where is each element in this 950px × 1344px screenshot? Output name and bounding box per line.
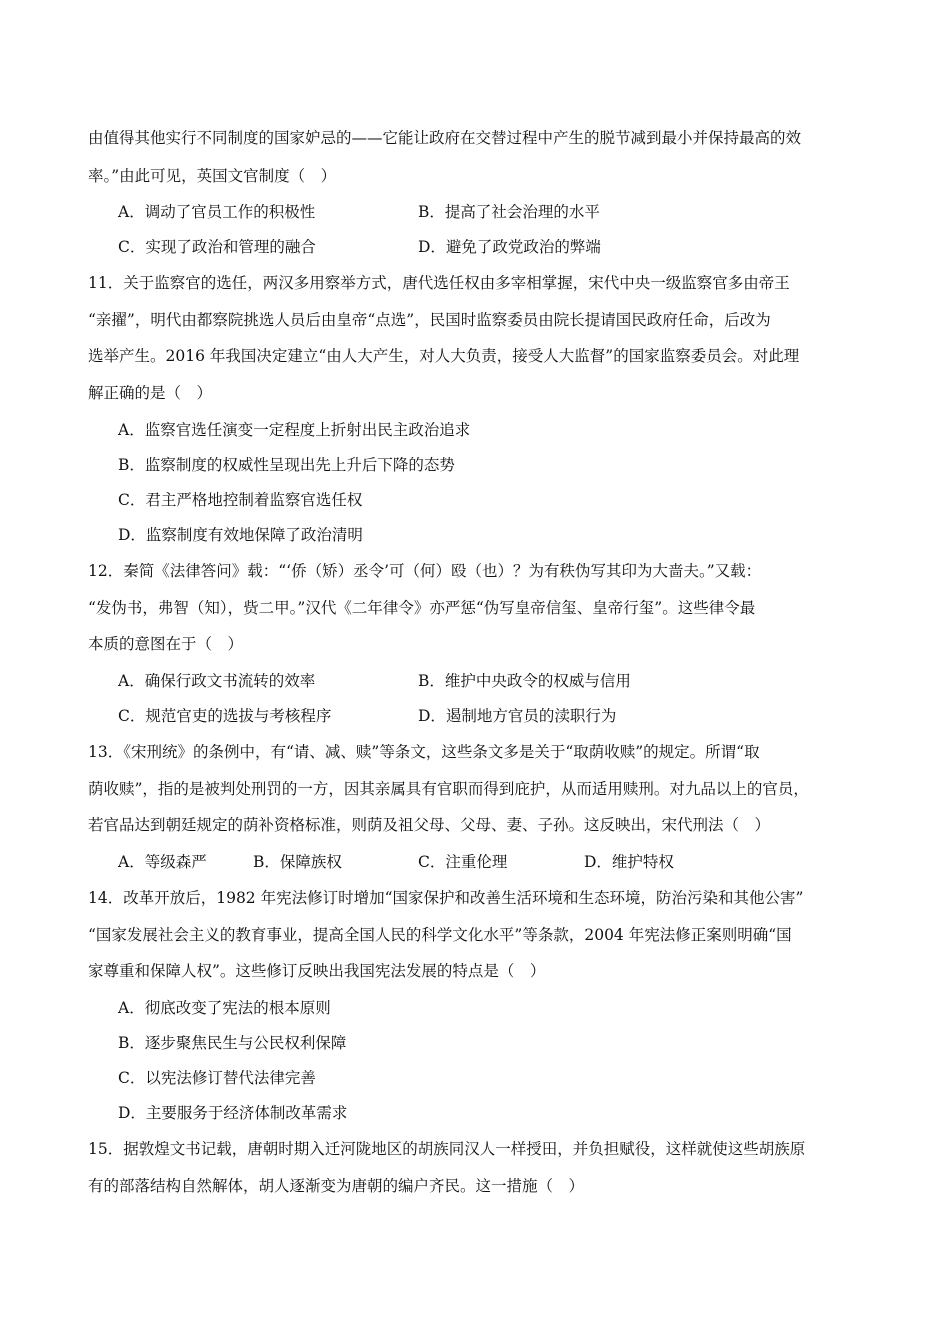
q14-option-b: B．逐步聚焦民生与公民权利保障 xyxy=(118,1034,347,1052)
q14-stem-line-3: 家尊重和保障人权”。这些修订反映出我国宪法发展的特点是（ ） xyxy=(88,962,546,980)
q14-option-c: C．以宪法修订替代法律完善 xyxy=(118,1069,316,1087)
q13-option-d: D．维护特权 xyxy=(584,853,674,871)
q12-option-a: A．确保行政文书流转的效率 xyxy=(118,672,316,690)
q15-stem-line-2: 有的部落结构自然解体，胡人逐渐变为唐朝的编户齐民。这一措施（ ） xyxy=(88,1177,585,1195)
q10-option-c: C．实现了政治和管理的融合 xyxy=(118,238,316,256)
q13-stem-line-1: 13．《宋刑统》的条例中，有“请、减、赎”等条文，这些条文多是关于“取荫收赎”的规定。所谓“取 xyxy=(88,743,760,761)
q12-option-c: C．规范官吏的选拔与考核程序 xyxy=(118,707,332,725)
q10-stem-line-1: 由值得其他实行不同制度的国家妒忌的——它能让政府在交替过程中产生的脱节减到最小并保持最高的效 xyxy=(88,129,802,147)
q11-option-c: C．君主严格地控制着监察官选任权 xyxy=(118,491,363,509)
q14-option-d: D．主要服务于经济体制改革需求 xyxy=(118,1104,348,1122)
q15-stem-line-1: 15．据敦煌文书记载，唐朝时期入迁河陇地区的胡族同汉人一样授田，并负担赋役，这样就使这些胡族原 xyxy=(88,1140,806,1158)
q12-option-d: D．遏制地方官员的渎职行为 xyxy=(418,707,617,725)
q12-stem-line-2: “发伪书，弗智（知），赀二甲。”汉代《二年律令》亦严惩“伪写皇帝信玺、皇帝行玺”。这些律令最 xyxy=(88,599,756,617)
q12-stem-line-3: 本质的意图在于（ ） xyxy=(88,635,244,653)
q12-option-b: B．维护中央政令的权威与信用 xyxy=(418,672,631,690)
q10-stem-line-2: 率。”由此可见，英国文官制度（ ） xyxy=(88,167,337,185)
q13-stem-line-3: 若官品达到朝廷规定的荫补资格标准，则荫及祖父母、父母、妻、子孙。这反映出，宋代刑法（ ） xyxy=(88,816,771,834)
q13-option-a: A．等级森严 xyxy=(118,853,207,871)
q11-stem-line-3: 选举产生。2016 年我国决定建立“由人大产生，对人大负责，接受人大监督”的国家监察委员会。对此理 xyxy=(88,347,800,365)
q10-option-d: D．避免了政党政治的弊端 xyxy=(418,238,601,256)
q13-stem-line-2: 荫收赎”，指的是被判处刑罚的一方，因其亲属具有官职而得到庇护，从而适用赎刑。对九品以上的官员， xyxy=(88,780,809,798)
q11-stem-line-1: 11．关于监察官的选任，两汉多用察举方式，唐代选任权由多宰相掌握，宋代中央一级监察官多由帝王 xyxy=(88,274,790,292)
q11-stem-line-4: 解正确的是（ ） xyxy=(88,384,213,402)
q10-option-b: B．提高了社会治理的水平 xyxy=(418,203,600,221)
q13-option-c: C．注重伦理 xyxy=(418,853,508,871)
q14-stem-line-2: “国家发展社会主义的教育事业，提高全国人民的科学文化水平”等条款，2004 年宪法修正案则明确“国 xyxy=(88,926,792,944)
q14-option-a: A．彻底改变了宪法的根本原则 xyxy=(118,999,331,1017)
q13-option-b: B．保障族权 xyxy=(253,853,342,871)
q11-option-b: B．监察制度的权威性呈现出先上升后下降的态势 xyxy=(118,456,455,474)
q14-stem-line-1: 14．改革开放后，1982 年宪法修订时增加“国家保护和改善生活环境和生态环境，防治污染和其他公害” xyxy=(88,889,804,907)
q12-stem-line-1: 12．秦简《法律答问》载：“‘侨（矫）丞令’可（何）殴（也）？为有秩伪写其印为大啬夫。”又载： xyxy=(88,562,762,580)
q10-option-a: A．调动了官员工作的积极性 xyxy=(118,203,316,221)
q11-stem-line-2: “亲擢”，明代由都察院挑选人员后由皇帝“点选”，民国时监察委员由院长提请国民政府任命，后改为 xyxy=(88,311,771,329)
q11-option-d: D．监察制度有效地保障了政治清明 xyxy=(118,526,363,544)
q11-option-a: A．监察官选任演变一定程度上折射出民主政治追求 xyxy=(118,421,471,439)
